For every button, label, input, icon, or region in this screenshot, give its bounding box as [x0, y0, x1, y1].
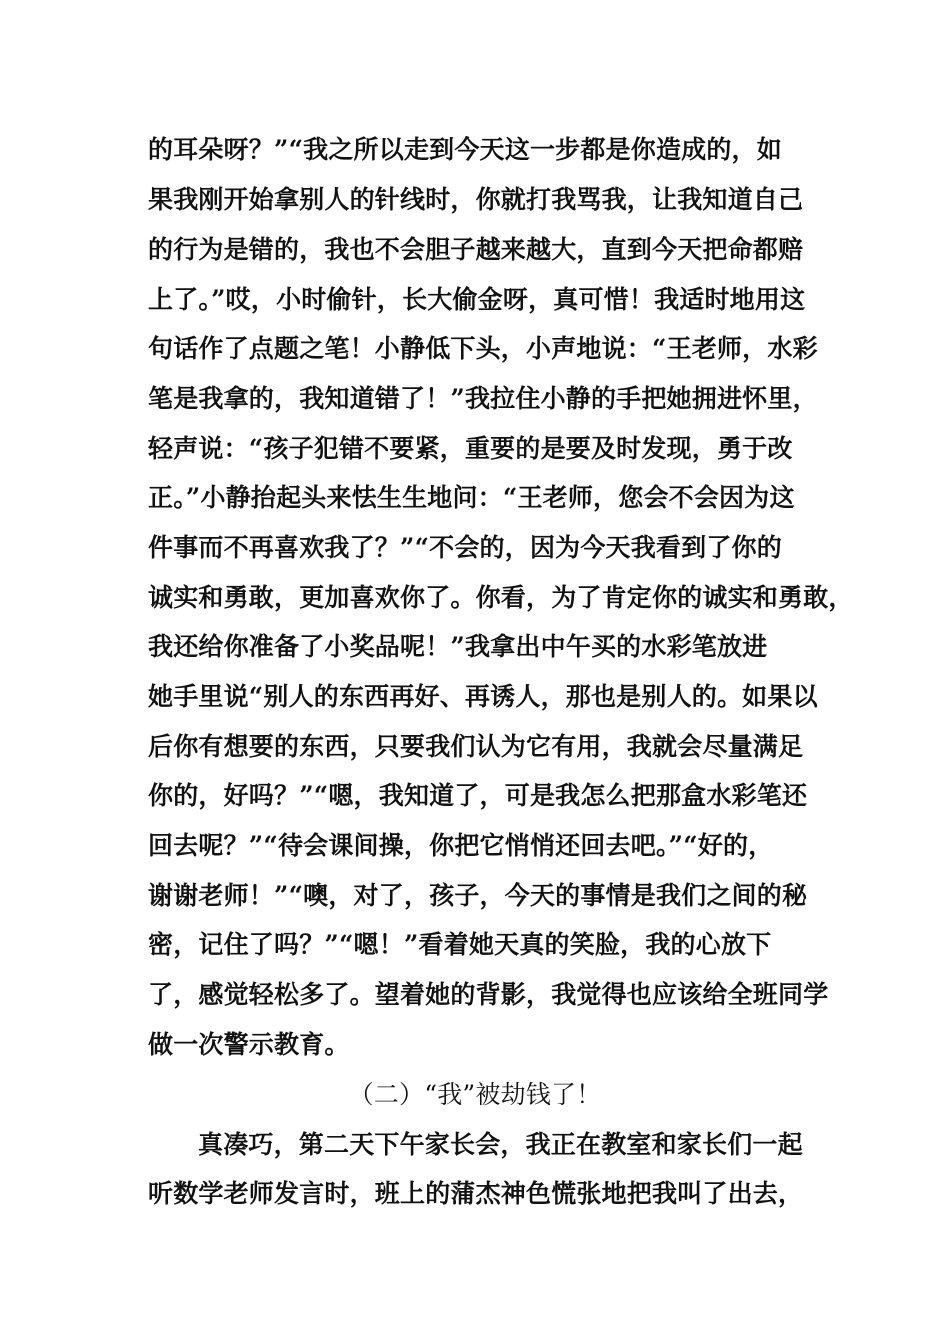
text-line: 做一次警示教育。 — [148, 1030, 350, 1059]
text-line: 后你有想要的东西，只要我们认为它有用，我就会尽量满足 — [148, 732, 804, 761]
text-line: 回去呢？”“待会课间操，你把它悄悄还回去吧。”“好的， — [148, 831, 774, 860]
text-line: 句话作了点题之笔！小静低下头，小声地说：“王老师，水彩 — [148, 334, 818, 363]
text-line: 轻声说：“孩子犯错不要紧，重要的是要及时发现，勇于改 — [148, 434, 793, 463]
text-line: 诚实和勇敢，更加喜欢你了。你看，为了肯定你的诚实和勇敢， — [148, 583, 854, 612]
text-line: 密，记住了吗？”“嗯！”看着她天真的笑脸，我的心放下 — [148, 930, 772, 959]
text-line: 你的，好吗？”“嗯，我知道了，可是我怎么把那盒水彩笔还 — [148, 781, 808, 810]
text-line: 谢谢老师！”“噢，对了，孩子，今天的事情是我们之间的秘 — [148, 881, 808, 910]
text-line: 的耳朵呀？”“我之所以走到今天这一步都是你造成的，如 — [148, 135, 782, 164]
text-line: 笔是我拿的，我知道错了！”我拉住小静的手把她拥进怀里， — [148, 384, 818, 413]
text-line: 听数学老师发言时，班上的蒲杰神色慌张地把我叫了出去， — [148, 1179, 804, 1208]
section-heading: （二）“我”被劫钱了！ — [348, 1080, 602, 1109]
text-line: 正。”小静抬起头来怯生生地问：“王老师，您会不会因为这 — [148, 483, 795, 512]
text-line: 真凑巧，第二天下午家长会，我正在教室和家长们一起 — [198, 1130, 803, 1159]
text-line: 件事而不再喜欢我了？”“不会的，因为今天我看到了你的 — [148, 533, 782, 562]
text-line: 的行为是错的，我也不会胆子越来越大，直到今天把命都赔 — [148, 235, 804, 264]
text-line: 了，感觉轻松多了。望着她的背影，我觉得也应该给全班同学 — [148, 980, 829, 1009]
text-line: 我还给你准备了小奖品呢！”我拿出中午买的水彩笔放进 — [148, 632, 768, 661]
text-line: 她手里说“别人的东西再好、再诱人，那也是别人的。如果以 — [148, 682, 818, 711]
text-line: 果我刚开始拿别人的针线时，你就打我骂我，让我知道自己 — [148, 185, 804, 214]
text-line: 上了。”哎，小时偷针，长大偷金呀，真可惜！我适时地用这 — [148, 285, 806, 314]
